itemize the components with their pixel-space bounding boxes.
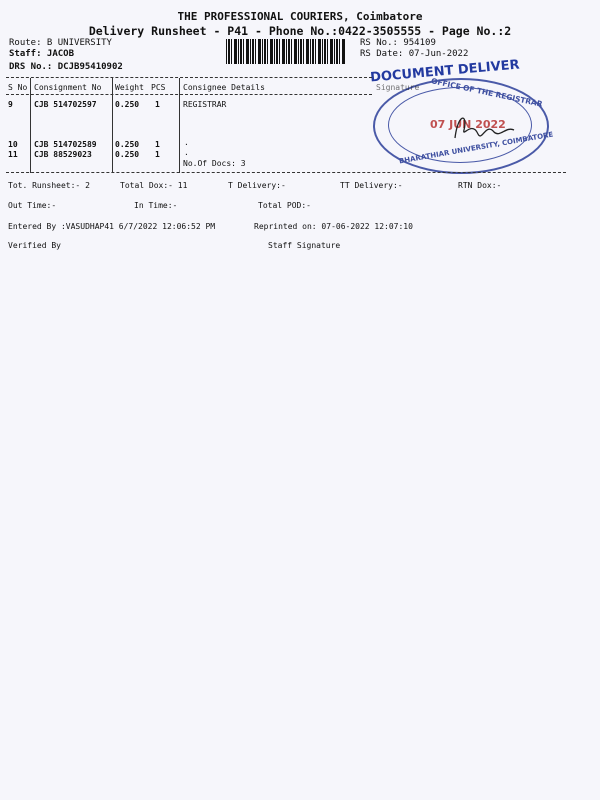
stamp-university-text: BHARATHIAR UNIVERSITY, COIMBATORE (398, 130, 554, 166)
col-divider (112, 78, 113, 173)
entered-by: Entered By :VASUDHAP41 6/7/2022 12:06:52 PM (8, 222, 216, 231)
table-row-weight: 0.250 (115, 150, 140, 159)
table-row-pcs: 1 (155, 150, 160, 159)
total-dox: Total Dox:- 11 (120, 181, 188, 190)
stamp-date: 07 JUN 2022 (430, 118, 506, 131)
table-row-consignment: CJB 514702597 (34, 100, 97, 109)
total-pod: Total POD:- (258, 201, 311, 210)
verified-by: Verified By (8, 241, 61, 250)
table-row-consignee: REGISTRAR (183, 100, 227, 109)
company-title: THE PROFESSIONAL COURIERS, Coimbatore (177, 10, 423, 23)
header-weight: Weight (115, 83, 144, 92)
header-signature: Signature (376, 83, 420, 92)
col-divider (30, 78, 31, 173)
staff-signature: Staff Signature (268, 241, 341, 250)
table-row-pcs: 1 (155, 100, 160, 109)
table-row-consignee: . (184, 148, 189, 157)
table-bottom-rule (6, 172, 566, 173)
barcode (226, 39, 346, 64)
document-delivered-banner: DOCUMENT DELIVER (369, 57, 521, 86)
col-divider (179, 78, 180, 173)
header-sno: S No (8, 83, 28, 92)
table-row-consignment: CJB 88529023 (34, 150, 92, 159)
rtn-dox: RTN Dox:- (458, 181, 502, 190)
reprinted-on: Reprinted on: 07-06-2022 12:07:10 (254, 222, 413, 231)
total-runsheet: Tot. Runsheet:- 2 (8, 181, 90, 190)
header-pcs: PCS (151, 83, 166, 92)
staff-label: Staff: JACOB (9, 49, 75, 59)
table-row-consignment: CJB 514702589 (34, 140, 97, 149)
table-row-sno: 9 (8, 100, 13, 109)
table-header-rule (6, 94, 372, 95)
table-row-sno: 10 (8, 140, 18, 149)
table-row-sno: 11 (8, 150, 18, 159)
table-row-pcs: 1 (155, 140, 160, 149)
header-consignment: Consignment No (34, 83, 102, 92)
runsheet-title: Delivery Runsheet - P41 - Phone No.:0422-3505555 - Page No.:2 (88, 24, 512, 38)
table-row-weight: 0.250 (115, 140, 140, 149)
rs-date: RS Date: 07-Jun-2022 (360, 49, 469, 59)
header-consignee: Consignee Details (183, 83, 265, 92)
total-delivery: T Delivery:- (228, 181, 286, 190)
stamp-office-text: OFFICE OF THE REGISTRAR (430, 76, 544, 109)
drs-number: DRS No.: DCJB95410902 (9, 62, 123, 72)
out-time: Out Time:- (8, 201, 57, 210)
table-row-consignee: . (184, 138, 189, 147)
no-of-docs: No.Of Docs: 3 (183, 159, 246, 168)
table-top-rule (6, 77, 372, 78)
tt-delivery: TT Delivery:- (340, 181, 403, 190)
rs-number: RS No.: 954109 (360, 38, 436, 48)
table-row-weight: 0.250 (115, 100, 140, 109)
in-time: In Time:- (134, 201, 178, 210)
handwritten-signature (450, 108, 520, 148)
route-label: Route: B UNIVERSITY (9, 38, 112, 48)
